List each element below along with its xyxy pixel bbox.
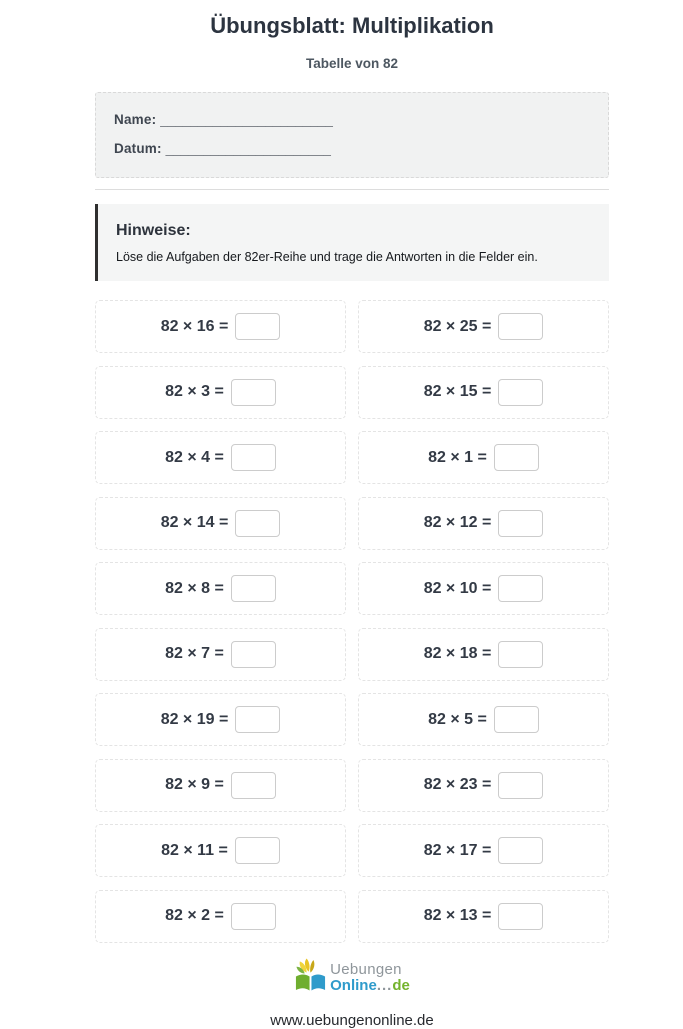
hints-box [95, 204, 609, 281]
answer-input-9[interactable] [231, 575, 276, 602]
problem-label: 82 × 5 = [428, 710, 487, 728]
problem-card [358, 693, 609, 746]
datum-label: Datum: [114, 141, 162, 156]
logo-text-uebungen: Uebungen [330, 961, 402, 978]
problem-card [95, 497, 346, 550]
problem-card [358, 890, 609, 943]
name-label: Name: [114, 112, 157, 127]
logo-text-online-de [330, 978, 410, 993]
problem-card [358, 824, 609, 877]
answer-input-14[interactable] [494, 706, 539, 733]
hints-text: Löse die Aufgaben der 82er-Reihe und trage die Antworten in die Felder ein. [116, 250, 538, 264]
student-info-box [95, 92, 609, 178]
datum-fill-line: ______________________ [165, 141, 331, 156]
answer-input-11[interactable] [231, 641, 276, 668]
problem-card [358, 366, 609, 419]
problem-card [358, 759, 609, 812]
hints-heading: Hinweise: [116, 222, 191, 239]
footer [95, 957, 609, 1029]
problem-card [358, 628, 609, 681]
problem-label: 82 × 1 = [428, 448, 487, 466]
divider [95, 189, 609, 190]
answer-input-8[interactable] [498, 510, 543, 537]
worksheet-page [95, 0, 609, 1029]
problem-label: 82 × 12 = [423, 514, 492, 531]
problem-card [358, 300, 609, 353]
problem-label: 82 × 9 = [165, 776, 224, 793]
answer-input-7[interactable] [235, 510, 280, 537]
logo-text-de: de [392, 977, 410, 994]
problem-card [95, 824, 346, 877]
problem-label: 82 × 3 = [165, 383, 224, 400]
problem-label: 82 × 11 = [161, 841, 228, 859]
problem-card [95, 300, 346, 353]
answer-input-5[interactable] [231, 444, 276, 471]
page-title: Übungsblatt: Multiplikation [210, 13, 494, 38]
answer-input-16[interactable] [498, 772, 543, 799]
answer-input-20[interactable] [498, 903, 543, 930]
datum-line [114, 141, 590, 156]
logo-text-dots: ... [376, 977, 393, 994]
open-book-icon [294, 957, 327, 999]
name-line [114, 112, 590, 127]
site-url: www.uebungenonline.de [270, 1011, 434, 1029]
problem-card [95, 366, 346, 419]
problem-card [95, 890, 346, 943]
problem-card [358, 497, 609, 550]
answer-input-13[interactable] [235, 706, 280, 733]
problems-grid [95, 300, 609, 943]
problem-label: 82 × 8 = [165, 579, 224, 597]
answer-input-17[interactable] [235, 837, 280, 864]
problem-label: 82 × 18 = [423, 645, 492, 662]
name-fill-line: _______________________ [160, 112, 333, 127]
problem-label: 82 × 10 = [423, 579, 492, 597]
page-subtitle: Tabelle von 82 [305, 56, 399, 71]
problem-card [358, 431, 609, 484]
problem-card [95, 759, 346, 812]
problem-card [95, 628, 346, 681]
answer-input-2[interactable] [498, 313, 543, 340]
logo-text [330, 962, 410, 993]
answer-input-19[interactable] [231, 903, 276, 930]
problem-label: 82 × 4 = [165, 448, 224, 466]
problem-label: 82 × 19 = [160, 710, 229, 728]
logo-text-online: Online [330, 977, 377, 994]
answer-input-3[interactable] [231, 379, 276, 406]
problem-card [95, 562, 346, 615]
problem-label: 82 × 23 = [423, 776, 492, 793]
problem-label: 82 × 7 = [165, 645, 224, 662]
problem-card [95, 431, 346, 484]
problem-label: 82 × 17 = [423, 841, 492, 859]
problem-label: 82 × 25 = [423, 317, 492, 335]
answer-input-10[interactable] [498, 575, 543, 602]
answer-input-1[interactable] [235, 313, 280, 340]
answer-input-15[interactable] [231, 772, 276, 799]
problem-label: 82 × 16 = [160, 317, 229, 335]
answer-input-12[interactable] [498, 641, 543, 668]
problem-card [358, 562, 609, 615]
answer-input-6[interactable] [494, 444, 539, 471]
problem-label: 82 × 15 = [423, 383, 492, 400]
problem-label: 82 × 2 = [165, 907, 224, 924]
answer-input-4[interactable] [498, 379, 543, 406]
logo [294, 957, 410, 999]
problem-label: 82 × 13 = [423, 907, 492, 924]
problem-label: 82 × 14 = [160, 514, 229, 531]
problem-card [95, 693, 346, 746]
answer-input-18[interactable] [498, 837, 543, 864]
